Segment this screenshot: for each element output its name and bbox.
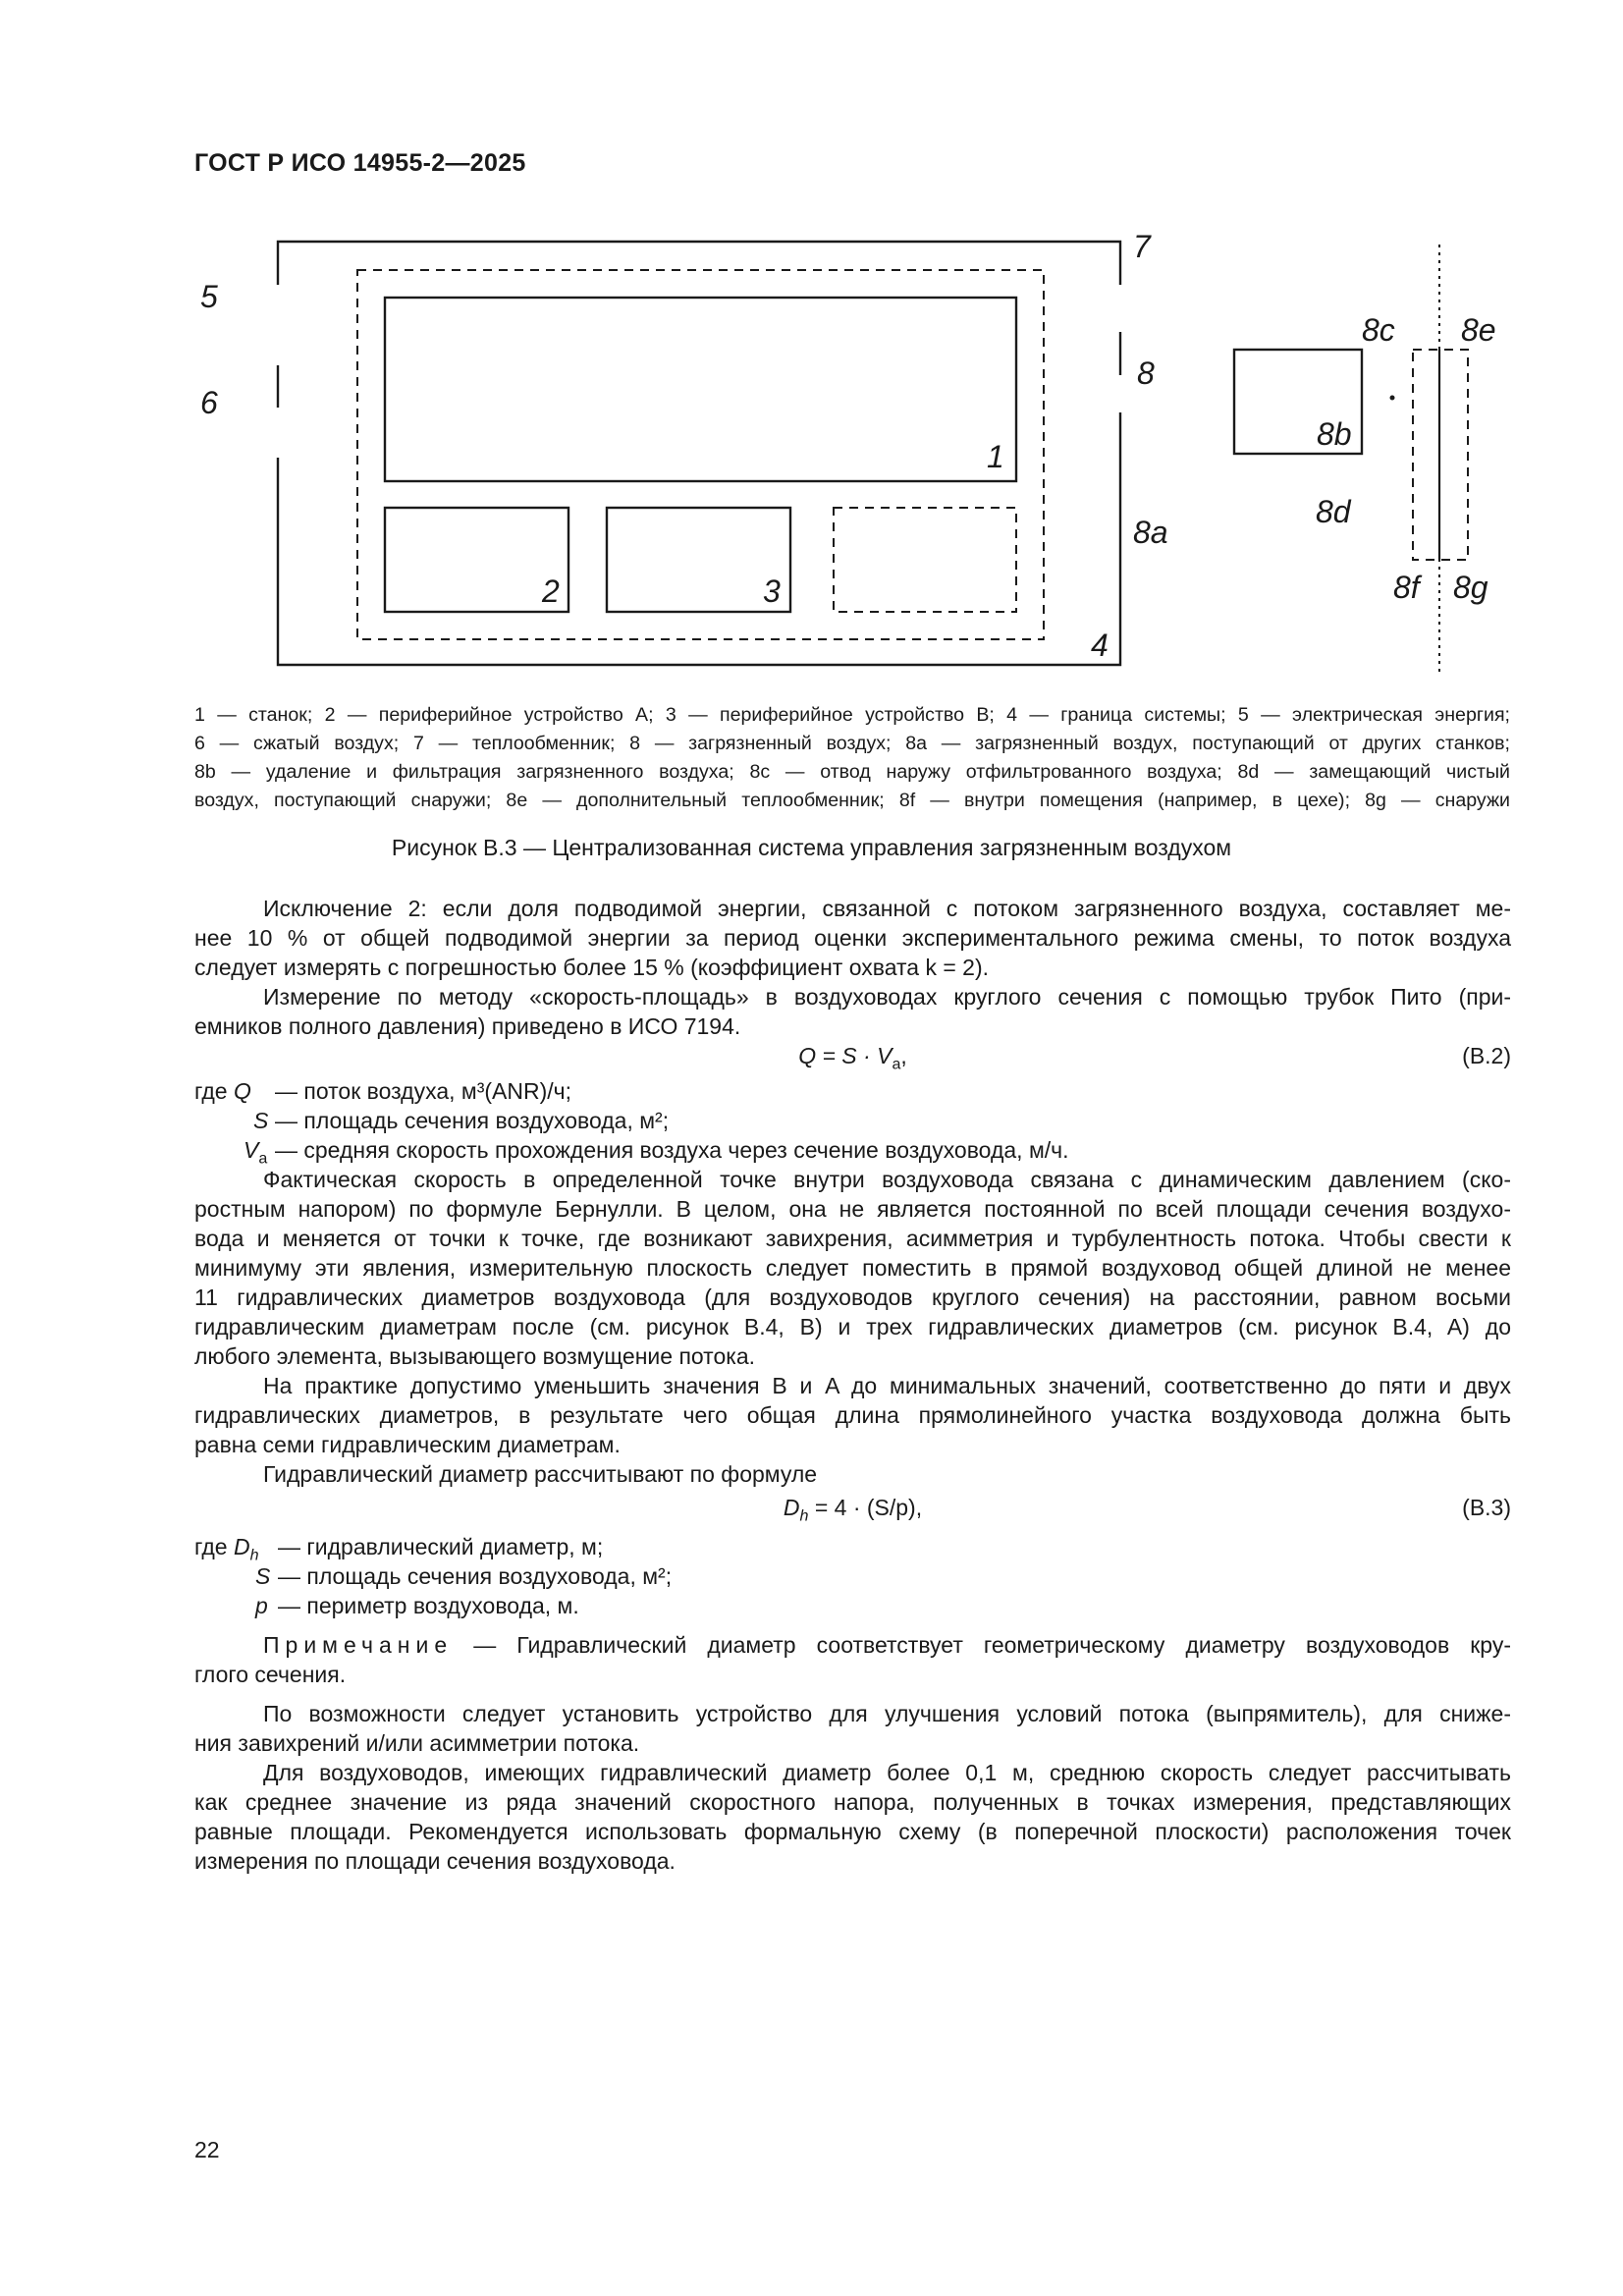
paragraph-line: ростным напором) по формуле Бернулли. В целом, она не является постоянной по всей площади сечения воздухо-: [194, 1196, 1511, 1222]
machine-box: [385, 298, 1016, 481]
definition-text: — площадь сечения воздуховода, м²;: [275, 1108, 670, 1133]
definitions-b3: где $D_h$ — гидравлический диаметр, м; S — площадь сечения воздуховода, м²; p — периметр воздуховода, м.: [194, 1534, 673, 1618]
paragraph-line: нее 10 % от общей подводимой энергии за период оценки экспериментального режима смены, то поток воздуха: [194, 925, 1511, 951]
label-8g: 8g: [1453, 570, 1488, 605]
note-label: Примечание: [263, 1632, 454, 1658]
definition-text: — поток воздуха, м³(ANR)/ч;: [275, 1078, 572, 1104]
label-8: 8: [1137, 355, 1155, 391]
label-3: 3: [763, 574, 781, 609]
paragraph-line: как среднее значение из ряда значений скоростного напора, полученных в точках измерения, представляющих: [194, 1789, 1511, 1815]
figure-b3-diagram: [0, 0, 1623, 687]
label-4: 4: [1091, 628, 1109, 663]
figure-title: Рисунок B.3 — Централизованная система управления загрязненным воздухом: [391, 835, 1232, 860]
formula-b2: $Q = S \cdot V_a$, (B.2): [798, 1043, 1511, 1073]
label-2: 2: [542, 574, 560, 609]
label-8e: 8e: [1461, 312, 1496, 348]
paragraph-line: любого элемента, вызывающего возмущение потока.: [194, 1343, 756, 1369]
definition-text: — периметр воздуховода, м.: [278, 1593, 579, 1618]
paragraph-line: емников полного давления) приведено в ИСО 7194.: [194, 1013, 741, 1039]
page-number: 22: [194, 2137, 220, 2162]
paragraph-line: 11 гидравлических диаметров воздуховода (для воздуховодов круглого сечения) на расстоянии, равном восьми: [194, 1285, 1511, 1310]
body-text: [194, 894, 1511, 1876]
peripheral-a-box: [385, 508, 568, 612]
legend-line: воздух, поступающий снаружи; 8e — дополнительный теплообменник; 8f — внутри помещения (например, в цехе); 8g — снаружи: [194, 790, 1510, 811]
note-line: Примечание — Гидравлический диаметр соответствует геометрическому диаметру воздуховодов кру-: [263, 1632, 1511, 1658]
paragraph-line: Фактическая скорость в определенной точке внутри воздуховода связана с динамическим давлением (ско-: [263, 1167, 1511, 1192]
formula-number: (B.3): [1462, 1495, 1511, 1520]
label-1: 1: [987, 439, 1004, 474]
paragraph-line: Для воздуховодов, имеющих гидравлический диаметр более 0,1 м, среднюю скорость следует рассчитывать: [263, 1760, 1511, 1785]
label-8f: 8f: [1393, 570, 1420, 605]
paragraph-line: равные площади. Рекомендуется использовать формальную схему (в поперечной плоскости) расположения точек: [194, 1819, 1511, 1844]
label-8b: 8b: [1317, 416, 1352, 452]
definitions-b2: где Q — поток воздуха, м³(ANR)/ч; S — площадь сечения воздуховода, м²; $V_a$ — средняя скорость прохождения воздуха через сечение воздуховода, м/ч.: [194, 1078, 1069, 1168]
paragraph-line: гидравлическим диаметрам после (см. рисунок B.4, B) и трех гидравлических диаметров (см. рисунок B.4, A) до: [194, 1314, 1511, 1339]
label-6: 6: [200, 385, 218, 420]
paragraph-line: Измерение по методу «скорость-площадь» в воздуховодах круглого сечения с помощью трубок Пито (при-: [263, 984, 1511, 1010]
system-outer-frame: [278, 242, 1120, 285]
definition-text: — средняя скорость прохождения воздуха через сечение воздуховода, м/ч.: [275, 1137, 1069, 1163]
definition-text: — гидравлический диаметр, м;: [278, 1534, 604, 1559]
document-header: ГОСТ Р ИСО 14955-2—2025: [194, 149, 526, 177]
paragraph-line: вода и меняется от точки к точке, где возникают завихрения, асимметрия и турбулентность потока. Чтобы свести к: [194, 1226, 1511, 1251]
label-7: 7: [1133, 229, 1151, 264]
paragraph-line: Гидравлический диаметр рассчитывают по формуле: [263, 1461, 818, 1487]
label-8a: 8a: [1133, 515, 1168, 550]
paragraph-line: равна семи гидравлическим диаметрам.: [194, 1432, 621, 1457]
label-8c: 8c: [1362, 312, 1395, 348]
paragraph-line: измерения по площади сечения воздуховода.: [194, 1848, 676, 1874]
definition-text: — площадь сечения воздуховода, м²;: [278, 1563, 673, 1589]
legend-line: 6 — сжатый воздух; 7 — теплообменник; 8 — загрязненный воздух; 8a — загрязненный воздух, поступающий от других станков;: [194, 733, 1510, 754]
formula-number: (B.2): [1462, 1043, 1511, 1068]
system-boundary-dashed: [357, 270, 1044, 639]
figure-legend: [194, 701, 1510, 815]
legend-line: 8b — удаление и фильтрация загрязненного воздуха; 8c — отвод наружу отфильтрованного воздуха; 8d — замещающий чистый: [194, 761, 1510, 783]
paragraph-line: гидравлических диаметров, в результате чего общая длина прямолинейного участка воздуховода должна быть: [194, 1402, 1511, 1428]
paragraph-line: минимуму эти явления, измерительную плоскость следует поместить в прямой воздуховод общей длиной не менее: [194, 1255, 1511, 1281]
paragraph-line: следует измерять с погрешностью более 15 % (коэффициент охвата k = 2).: [194, 955, 990, 980]
label-8d: 8d: [1316, 494, 1351, 529]
dashed-extra-box: [834, 508, 1016, 612]
paragraph-line: ния завихрений и/или асимметрии потока.: [194, 1730, 640, 1756]
label-5: 5: [200, 279, 218, 314]
paragraph-line: Исключение 2: если доля подводимой энергии, связанной с потоком загрязненного воздуха, составляет ме-: [263, 896, 1511, 921]
paragraph-line: На практике допустимо уменьшить значения B и A до минимальных значений, соответственно до пяти и двух: [263, 1373, 1511, 1398]
note-line: глого сечения.: [194, 1662, 347, 1687]
paragraph-line: По возможности следует установить устройство для улучшения условий потока (выпрямитель), для сниже-: [263, 1701, 1511, 1726]
legend-line: 1 — станок; 2 — периферийное устройство A; 3 — периферийное устройство B; 4 — граница системы; 5 — электрическая энергия;: [194, 704, 1510, 726]
formula-b3: $D_h = 4 \cdot (S/p)$, (B.3): [783, 1495, 1511, 1525]
